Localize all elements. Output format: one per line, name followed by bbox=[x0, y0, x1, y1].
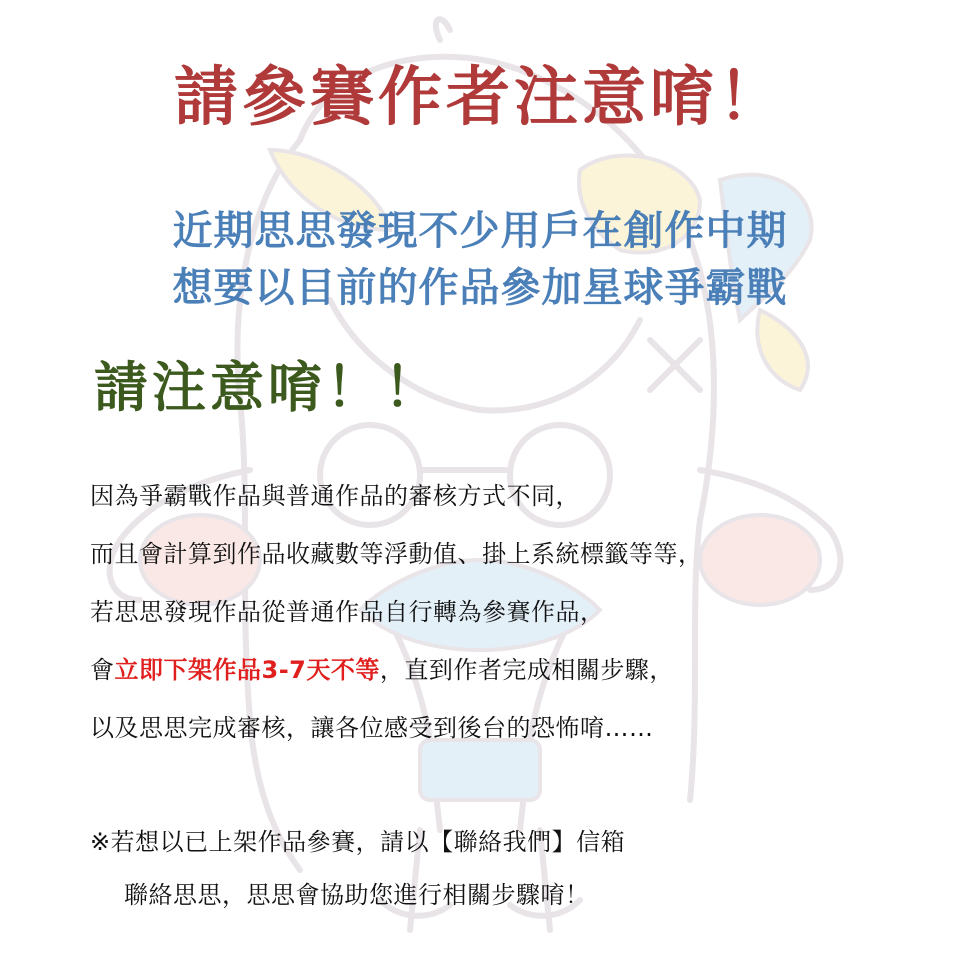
notice-heading: 請注意唷！！ bbox=[94, 356, 442, 419]
subtitle-line-2: 想要以目前的作品參加星球爭霸戰 bbox=[172, 265, 788, 311]
highlight-delist-warning: 立即下架作品3-7天不等 bbox=[114, 656, 380, 684]
body-line-4 bbox=[90, 653, 674, 687]
body-line-3: 若思思發現作品從普通作品自行轉為參賽作品， bbox=[90, 598, 605, 626]
body-line-4-prefix: 會 bbox=[90, 656, 115, 684]
body-line-2: 而且會計算到作品收藏數等浮動值、掛上系統標籤等等， bbox=[90, 540, 703, 568]
body-line-1: 因為爭霸戰作品與普通作品的審核方式不同， bbox=[90, 482, 580, 510]
subtitle-line-1: 近期思思發現不少用戶在創作中期 bbox=[172, 208, 788, 254]
body-line-4-suffix: ，直到作者完成相關步驟， bbox=[379, 656, 674, 684]
page-title: 請參賽作者注意唷！ bbox=[174, 61, 786, 135]
body-line-5: 以及思思完成審核，讓各位感受到後台的恐怖唷…… bbox=[90, 714, 654, 742]
contact-note-line-1: ※若想以已上架作品參賽，請以【聯絡我們】信箱 bbox=[90, 828, 626, 856]
contact-note-line-2: 聯絡思思，思思會協助您進行相關步驟唷！ bbox=[124, 881, 590, 909]
